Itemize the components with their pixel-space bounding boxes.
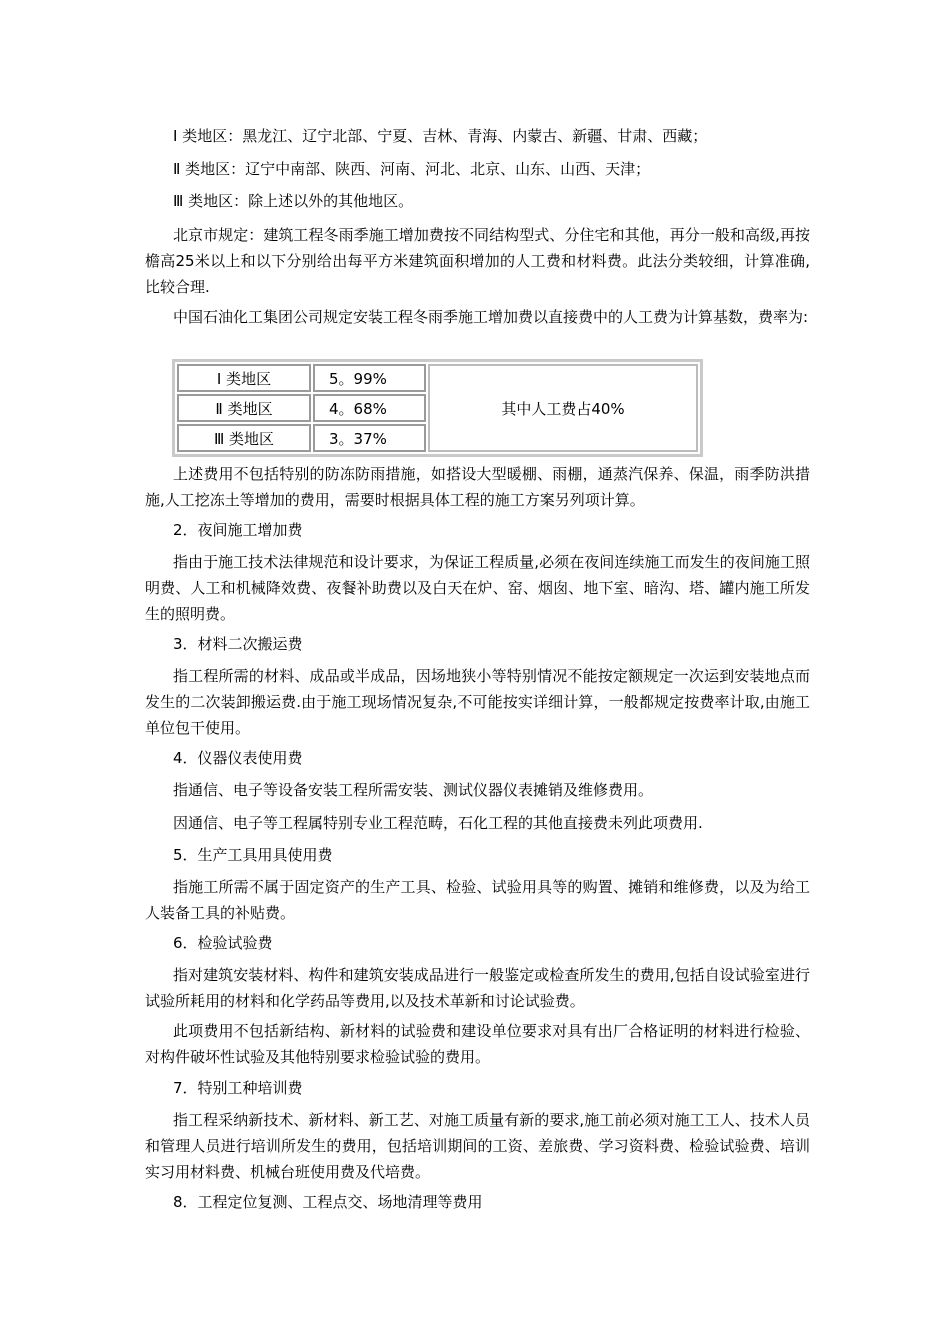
exclusion-paragraph: 上述费用不包括特别的防冻防雨措施，如搭设大型暖棚、雨棚，通蒸汽保养、保温，雨季防洪措施,人工挖冻土等增加的费用，需要时根据具体工程的施工方案另列项计算。 [145, 465, 810, 509]
beijing-rule-paragraph: 北京市规定：建筑工程冬雨季施工增加费按不同结构型式、分住宅和其他，再分一般和高级,再按檐高25米以上和以下分别给出每平方米建筑面积增加的人工费和材料费。此法分类较细，计算准确,比较合理. [145, 226, 810, 296]
labor-share-note: 其中人工费占40% [428, 364, 698, 452]
section-2-heading: 2．夜间施工增加费 [173, 521, 303, 539]
section-4-body-1: 指通信、电子等设备安装工程所需安装、测试仪器仪表摊销及维修费用。 [173, 781, 654, 799]
section-6-heading: 6．检验试验费 [173, 934, 273, 952]
zone-1-text: Ⅰ 类地区：黑龙江、辽宁北部、宁夏、吉林、青海、内蒙古、新疆、甘肃、西藏； [173, 127, 708, 145]
zone-2-text: Ⅱ 类地区：辽宁中南部、陕西、河南、河北、北京、山东、山西、天津； [173, 160, 651, 178]
rate-cell: 3。37% [313, 424, 426, 452]
rate-cell: 5。99% [313, 364, 426, 392]
section-3-heading: 3．材料二次搬运费 [173, 635, 303, 653]
section-5-heading: 5．生产工具用具使用费 [173, 846, 333, 864]
zone-cell: Ⅰ 类地区 [177, 364, 311, 392]
section-7-body: 指工程采纳新技术、新材料、新工艺、对施工质量有新的要求,施工前必须对施工工人、技术人员和管理人员进行培训所发生的费用，包括培训期间的工资、差旅费、学习资料费、检验试验费、培训实习用材料费、机械台班使用费及代培费。 [145, 1111, 810, 1181]
rate-cell: 4。68% [313, 394, 426, 422]
zone-cell: Ⅱ 类地区 [177, 394, 311, 422]
zone-3-text: Ⅲ 类地区：除上述以外的其他地区。 [173, 192, 414, 210]
rate-table [172, 359, 703, 457]
section-6-body-1: 指对建筑安装材料、构件和建筑安装成品进行一般鉴定或检查所发生的费用,包括自设试验室进行试验所耗用的材料和化学药品等费用,以及技术革新和讨论试验费。 [145, 966, 810, 1010]
sinopec-rule-paragraph: 中国石油化工集团公司规定安装工程冬雨季施工增加费以直接费中的人工费为计算基数，费率为: [173, 308, 809, 326]
section-7-heading: 7．特别工种培训费 [173, 1079, 303, 1097]
section-6-body-2: 此项费用不包括新结构、新材料的试验费和建设单位要求对具有出厂合格证明的材料进行检验、对构件破坏性试验及其他特别要求检验试验的费用。 [145, 1022, 810, 1066]
section-4-heading: 4．仪器仪表使用费 [173, 749, 303, 767]
section-3-body: 指工程所需的材料、成品或半成品，因场地狭小等特别情况不能按定额规定一次运到安装地点而发生的二次装卸搬运费.由于施工现场情况复杂,不可能按实详细计算，一般都规定按费率计取,由施工单位包干使用。 [145, 667, 810, 737]
table-row [177, 364, 698, 392]
section-2-body: 指由于施工技术法律规范和设计要求，为保证工程质量,必须在夜间连续施工而发生的夜间施工照明费、人工和机械降效费、夜餐补助费以及白天在炉、窑、烟囱、地下室、暗沟、塔、罐内施工所发生的照明费。 [145, 553, 810, 623]
section-8-heading: 8．工程定位复测、工程点交、场地清理等费用 [173, 1193, 483, 1211]
section-4-body-2: 因通信、电子等工程属特别专业工程范畴，石化工程的其他直接费未列此项费用. [173, 814, 703, 832]
section-5-body: 指施工所需不属于固定资产的生产工具、检验、试验用具等的购置、摊销和维修费，以及为给工人装备工具的补贴费。 [145, 878, 810, 922]
zone-cell: Ⅲ 类地区 [177, 424, 311, 452]
